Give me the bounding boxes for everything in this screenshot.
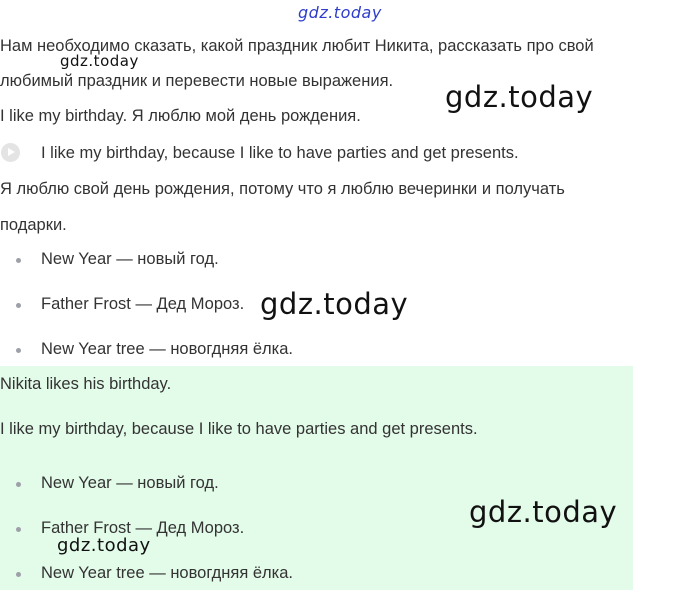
watermark: gdz.today [57,535,151,556]
translation-line-2: подарки. [0,216,67,234]
answer-vocab-item: New Year tree — новогдняя ёлка. [41,564,293,582]
watermark: gdz.today [469,495,618,529]
bullet-dot [16,572,21,577]
answer-vocab-item: New Year — новый год. [41,474,219,492]
watermark: gdz.today [260,287,409,321]
watermark: gdz.today [60,52,139,70]
bullet-dot [16,303,21,308]
vocab-item: New Year tree — новогдняя ёлка. [41,340,293,358]
bullet-dot [16,258,21,263]
intro-line-1: Нам необходимо сказать, какой праздник любит Никита, рассказать про свой [0,37,594,55]
answer-vocab-item: Father Frost — Дед Мороз. [41,519,245,537]
bullet-dot [16,527,21,532]
bullet-dot [16,348,21,353]
vocab-item: Father Frost — Дед Мороз. [41,295,245,313]
play-icon[interactable] [1,143,20,162]
audio-sentence: I like my birthday, because I like to have parties and get presents. [41,144,519,162]
vocab-item: New Year — новый год. [41,250,219,268]
watermark: gdz.today [445,80,594,114]
bullet-dot [16,482,21,487]
intro-line-2: любимый праздник и перевести новые выражения. [0,72,394,90]
intro-line-3: I like my birthday. Я люблю мой день рождения. [0,107,361,125]
answer-line-1: Nikita likes his birthday. [0,375,172,393]
answer-line-2: I like my birthday, because I like to have parties and get presents. [0,420,478,438]
translation-line-1: Я люблю свой день рождения, потому что я люблю вечеринки и получать [0,180,565,198]
watermark: gdz.today [298,3,382,22]
